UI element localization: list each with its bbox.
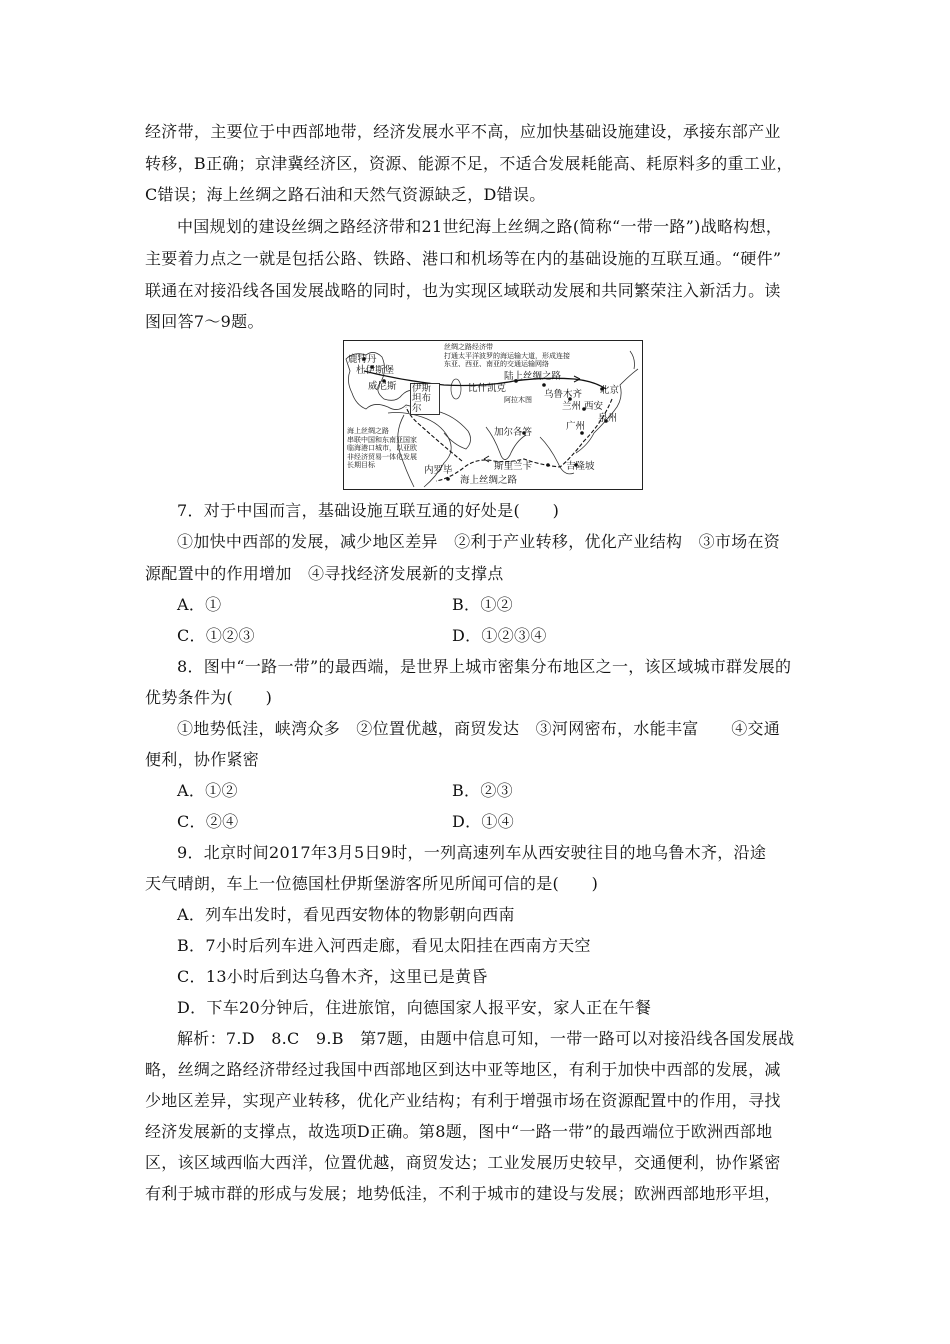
question-8-option-b: B．②③ bbox=[452, 781, 513, 800]
city-label-kuala: 吉隆坡 bbox=[566, 461, 595, 472]
question-8-items: ①地势低洼，峡湾众多 ②位置优越，商贸发达 ③河网密布，水能丰富 ④交通 bbox=[177, 719, 781, 738]
question-7-option-b: B．①② bbox=[452, 595, 513, 614]
question-7-option-c: C．①②③ bbox=[177, 626, 255, 645]
route-label-sea: 海上丝绸之路 bbox=[460, 475, 518, 486]
question-7-option-a: A．① bbox=[177, 595, 222, 614]
question-7-option-d: D．①②③④ bbox=[452, 626, 547, 645]
city-label-istanbul: 伊斯坦布尔 bbox=[410, 383, 440, 415]
question-9-stem: 天气晴朗，车上一位德国杜伊斯堡游客所见所闻可信的是( ) bbox=[145, 874, 599, 893]
question-9-option-b: B．7小时后列车进入河西走廊，看见太阳挂在西南方天空 bbox=[177, 936, 591, 955]
paragraph-line: 转移，B正确；京津冀经济区，资源、能源不足，不适合发展耗能高、耗原料多的重工业， bbox=[145, 154, 793, 173]
question-9-stem: 9．北京时间2017年3月5日9时，一列高速列车从西安驶往目的地乌鲁木齐，沿途 bbox=[177, 843, 767, 862]
question-9-option-c: C．13小时后到达乌鲁木齐，这里已是黄昏 bbox=[177, 967, 488, 986]
city-label-colombo: 斯里兰卡 bbox=[494, 461, 533, 472]
analysis-line: 略，丝绸之路经济带经过我国中西部地区到达中亚等地区，有利于加快中西部的发展，减 bbox=[145, 1060, 781, 1079]
question-8-stem: 优势条件为( ) bbox=[145, 688, 273, 707]
city-label-venice: 威尼斯 bbox=[368, 381, 397, 392]
city-label-nairobi: 内罗毕 bbox=[424, 465, 453, 476]
route-label-land: 陆上丝绸之路 bbox=[504, 371, 562, 382]
city-label-duisburg: 杜伊斯堡 bbox=[356, 365, 395, 376]
land-note: 丝绸之路经济带 打通太平洋波罗的海运输大道，形成连接 东亚、西亚、南亚的交通运输网络 bbox=[444, 343, 570, 368]
city-label-lanzhou: 兰州 bbox=[562, 401, 582, 412]
city-label-urumqi: 乌鲁木齐 bbox=[544, 389, 583, 400]
intro-line: 图回答7～9题。 bbox=[145, 312, 264, 331]
city-label-kolkata: 加尔各答 bbox=[494, 427, 533, 438]
analysis-line: 经济发展新的支撑点，故选项D正确。第8题，图中“一路一带”的最西端位于欧洲西部地 bbox=[145, 1122, 773, 1141]
city-label-xian: 西安 bbox=[584, 401, 604, 412]
silk-road-map bbox=[343, 340, 643, 490]
question-8-items: 便利，协作紧密 bbox=[145, 750, 260, 769]
question-8-stem: 8．图中“一路一带”的最西端，是世界上城市密集分布地区之一，该区域城市群发展的 bbox=[177, 657, 792, 676]
intro-line: 主要着力点之一就是包括公路、铁路、港口和机场等在内的基础设施的互联互通。“硬件” bbox=[145, 249, 782, 268]
question-8-option-c: C．②④ bbox=[177, 812, 239, 831]
question-8-option-a: A．①② bbox=[177, 781, 238, 800]
paragraph-line: 经济带，主要位于中西部地带，经济发展水平不高，应加快基础设施建设，承接东部产业 bbox=[145, 122, 781, 141]
city-label-guangzhou: 广州 bbox=[566, 421, 586, 432]
city-label-beijing: 北京 bbox=[600, 385, 620, 396]
analysis-line: 区，该区域西临大西洋，位置优越，商贸发达；工业发展历史较早，交通便利，协作紧密 bbox=[145, 1153, 781, 1172]
intro-line: 联通在对接沿线各国发展战略的同时，也为实现区域联动发展和共同繁荣注入新活力。读 bbox=[145, 281, 781, 300]
question-8-option-d: D．①④ bbox=[452, 812, 515, 831]
city-label-bishkek: 比什凯克 bbox=[468, 383, 507, 394]
city-label-central-asia: 阿拉木图 bbox=[504, 396, 532, 404]
question-9-option-a: A．列车出发时，看见西安物体的物影朝向西南 bbox=[177, 905, 515, 924]
question-7-items: ①加快中西部的发展，减少地区差异 ②利于产业转移，优化产业结构 ③市场在资 bbox=[177, 532, 781, 551]
question-7-items: 源配置中的作用增加 ④寻找经济发展新的支撑点 bbox=[145, 564, 504, 583]
paragraph-line: C错误；海上丝绸之路石油和天然气资源缺乏，D错误。 bbox=[145, 185, 546, 204]
city-label-rotterdam: 鹿特丹 bbox=[348, 354, 377, 365]
city-label-fuzhou: 泉州 bbox=[598, 413, 618, 424]
analysis-line: 有利于城市群的形成与发展；地势低洼，不利于城市的建设与发展；欧洲西部地形平坦， bbox=[145, 1184, 781, 1203]
analysis-line: 解析：7.D 8.C 9.B 第7题，由题中信息可知，一带一路可以对接沿线各国发展战 bbox=[177, 1029, 795, 1048]
question-7-stem: 7．对于中国而言，基础设施互联互通的好处是( ) bbox=[177, 501, 560, 520]
analysis-line: 少地区差异，实现产业转移，优化产业结构；有利于增强市场在资源配置中的作用，寻找 bbox=[145, 1091, 781, 1110]
question-9-option-d: D．下车20分钟后，住进旅馆，向德国家人报平安，家人正在午餐 bbox=[177, 998, 652, 1017]
sea-note: 海上丝绸之路 串联中国和东南亚国家 临海港口城市，以亚欧 非经济贸易一体化发展 长期目标 bbox=[347, 427, 417, 469]
intro-line: 中国规划的建设丝绸之路经济带和21世纪海上丝绸之路(简称“一带一路”)战略构想， bbox=[177, 217, 783, 236]
